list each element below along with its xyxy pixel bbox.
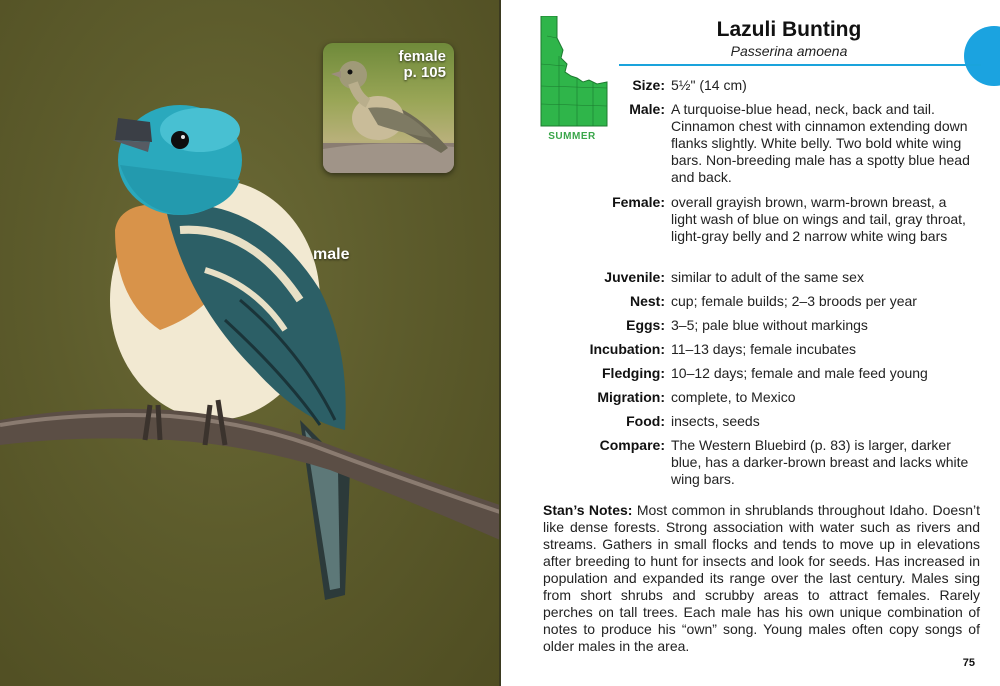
fact-label: Female: (612, 194, 665, 210)
fact-value: cup; female builds; 2–3 broods per year (671, 293, 917, 309)
fact-value: complete, to Mexico (671, 389, 796, 405)
species-name: Lazuli Bunting (716, 18, 862, 41)
range-map-caption: SUMMER (548, 131, 596, 142)
fact-label: Fledging: (602, 365, 665, 381)
header-rule (619, 64, 981, 66)
male-label: male (313, 246, 350, 263)
page-number: 75 (962, 657, 975, 669)
fact-label: Size: (632, 77, 665, 93)
female-label: female (398, 48, 446, 65)
idaho-range-map-icon (537, 16, 609, 128)
fact-label: Incubation: (589, 341, 665, 357)
fact-label: Migration: (597, 389, 665, 405)
fact-value: A turquoise-blue head, neck, back and tail. Cinnamon chest with cinnamon extending down flanks slightly. White belly. Two bold white wing bars. Non-breeding male has a spotty blue head and back. (671, 101, 970, 185)
fact-value: overall grayish brown, warm-brown breast, a light wash of blue on wings and tail, gray throat, light-gray belly and 2 narrow white wing bars (671, 194, 966, 244)
fact-value: 11–13 days; female incubates (671, 341, 856, 357)
fact-value: 5½" (14 cm) (671, 77, 747, 93)
fact-value: insects, seeds (671, 413, 760, 429)
notes-text: Most common in shrublands throughout Idaho. Doesn’t like dense forests. Strong association with water such as rivers and streams. Gathers in small flocks and tends to move up in elevations after breeding to hunt for insects and look for seeds. Has increased in population and expanded its range over the last century. Males sing from short shrubs and scrubby areas to attract females. Rarely perches on tall trees. Each male has his own unique combination of notes to produce his “own” song. Young males often copy songs of older males in the area. (543, 502, 980, 654)
fact-label: Juvenile: (604, 269, 665, 285)
fact-value: 3–5; pale blue without markings (671, 317, 868, 333)
female-inset-label (398, 49, 446, 81)
fact-label: Eggs: (626, 317, 665, 333)
range-map (537, 16, 609, 146)
fact-value: similar to adult of the same sex (671, 269, 864, 285)
female-page-ref: p. 105 (403, 64, 446, 81)
fact-label: Food: (626, 413, 665, 429)
stans-notes (543, 502, 980, 655)
species-text-page (501, 0, 1000, 686)
fact-value: 10–12 days; female and male feed young (671, 365, 928, 381)
fact-label: Male: (629, 101, 665, 117)
fact-label: Nest: (629, 293, 665, 309)
scientific-name: Passerina amoena (730, 43, 848, 59)
female-inset-photo (323, 43, 454, 173)
fact-value: The Western Bluebird (p. 83) is larger, darker blue, has a darker-brown breast and lacks white wing bars. (671, 437, 969, 487)
fact-label: Compare: (599, 437, 665, 453)
notes-label: Stan’s Notes: (543, 502, 633, 518)
